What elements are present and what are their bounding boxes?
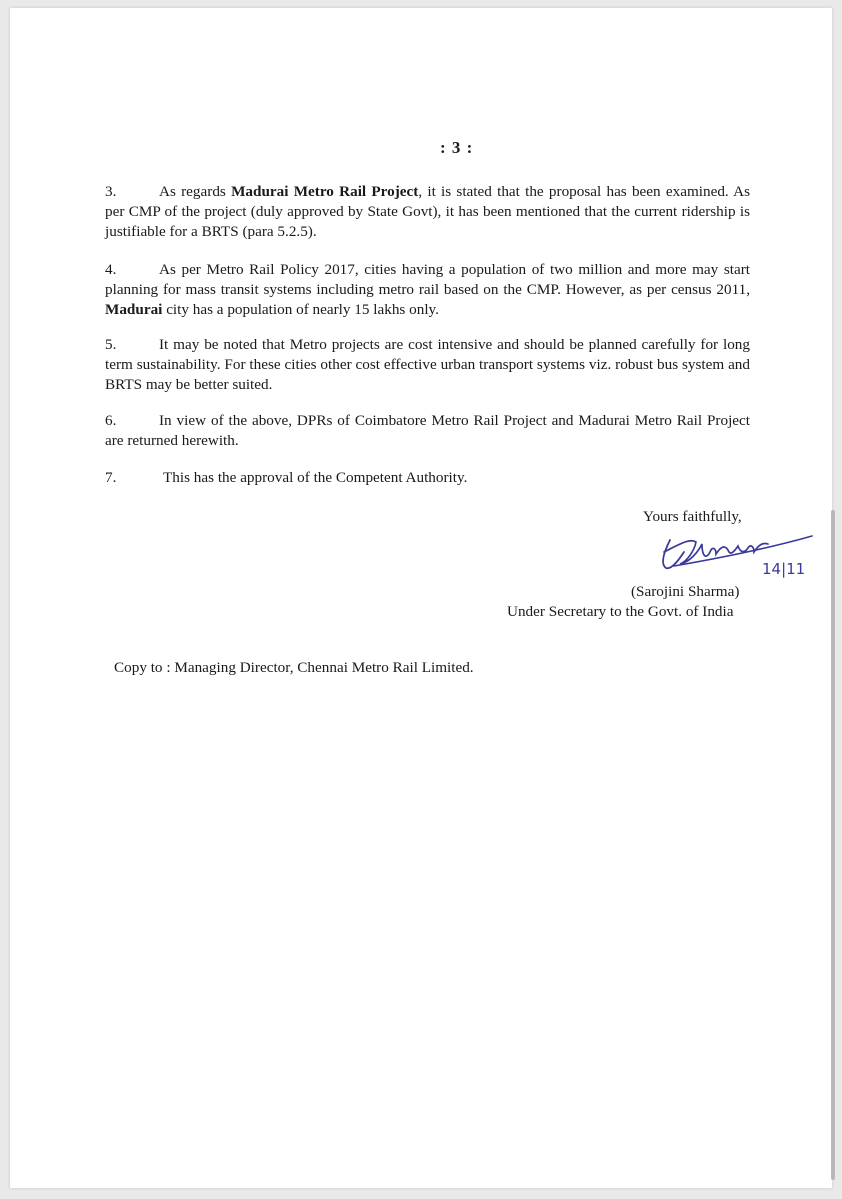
page-number: : 3 : <box>440 138 474 157</box>
paragraph-3 <box>105 182 750 242</box>
handwritten-signature <box>650 522 830 584</box>
paragraph-5 <box>105 335 750 395</box>
paragraph-6 <box>105 411 750 451</box>
copy-to: Copy to : Managing Director, Chennai Metro Rail Limited. <box>114 659 474 676</box>
scrollbar-thumb[interactable] <box>831 510 835 1180</box>
paragraph-text: It may be noted that Metro projects are cost intensive and should be planned carefully for long term sustainability. For these cities other cost effective urban transport systems viz. robust bus system and BRTS may be better suited. <box>105 336 750 393</box>
paragraph-7 <box>105 468 467 488</box>
paragraph-number: 7. <box>105 469 117 486</box>
closing-salutation: Yours faithfully, <box>643 508 742 525</box>
city-name-bold: Madurai <box>105 301 163 318</box>
signatory-name: (Sarojini Sharma) <box>631 583 740 600</box>
signatory-title: Under Secretary to the Govt. of India <box>507 603 734 620</box>
paragraph-text: As per Metro Rail Policy 2017, cities having a population of two million and more may start planning for mass transit systems including metro rail based on the CMP. However, as per census 2011, <box>105 261 750 298</box>
paragraph-number: 5. <box>105 336 117 353</box>
paragraph-text: city has a population of nearly 15 lakhs only. <box>162 301 439 318</box>
paragraph-text: , it is stated that the proposal has been examined. As per CMP of the project (duly approved by State Govt), it has been mentioned that the current ridership is justifiable for a BRTS (para 5.2.5). <box>105 183 750 240</box>
paragraph-text: In view of the above, DPRs of Coimbatore Metro Rail Project and Madurai Metro Rail Project are returned herewith. <box>105 412 750 449</box>
paragraph-number: 4. <box>105 261 117 278</box>
paragraph-text: This has the approval of the Competent Authority. <box>163 469 468 486</box>
project-name-bold: Madurai Metro Rail Project <box>231 183 419 200</box>
paragraph-number: 6. <box>105 412 117 429</box>
paragraph-text: As regards <box>159 183 232 200</box>
paragraph-4 <box>105 260 750 320</box>
paragraph-number: 3. <box>105 183 117 200</box>
signature-date: 14|11 <box>762 560 806 578</box>
